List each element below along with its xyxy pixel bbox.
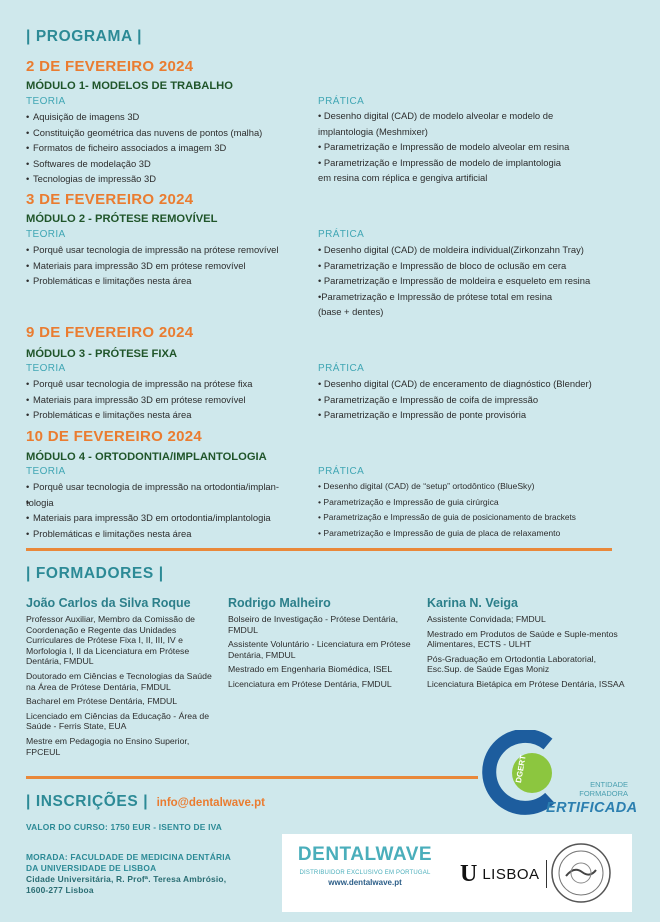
ulisboa-logo xyxy=(460,860,547,888)
module-4-pratica-list xyxy=(318,479,648,541)
module-1-teoria-list xyxy=(26,109,306,187)
dgert-label: DGERT xyxy=(514,754,528,784)
logo-divider xyxy=(546,860,547,888)
trainer-1-line: Mestre em Pedagogia no Ensino Superior, FPCEUL xyxy=(26,735,190,757)
module-3-pratica-label: PRÁTICA xyxy=(318,363,365,374)
trainer-1-line: Bacharel em Prótese Dentária, FMDUL xyxy=(26,696,178,707)
list-item: • Parametrização e Impressão de bloco de oclusão em cera xyxy=(318,259,567,271)
list-item: • Desenho digital (CAD) de enceramento de diagnóstico (Blender) xyxy=(318,378,592,389)
inscricoes-title: | INSCRIÇÕES | xyxy=(26,793,149,810)
list-item: • Constituição geométrica das nuvens de pontos (malha) xyxy=(26,125,306,141)
list-item: • Problemáticas e limitações nesta área xyxy=(26,273,311,289)
module-1-title: MÓDULO 1- MODELOS DE TRABALHO xyxy=(26,80,233,92)
dentalwave-brand: DENTALWAVE xyxy=(297,844,433,865)
module-4-date: 10 DE FEVEREIRO 2024 xyxy=(26,428,203,445)
trainer-2-name: Rodrigo Malheiro xyxy=(228,596,331,610)
list-item: • Porquê usar tecnologia de impressão na ortodontia/implan- xyxy=(26,479,311,495)
list-item: • Parametrização e Impressão de ponte provisória xyxy=(318,409,527,421)
dgert-certificada: ERTIFICADA xyxy=(546,800,638,816)
trainer-3-line: Pós-Graduação em Ortodontia Laboratorial, Esc.Sup. de Saúde Egas Moniz xyxy=(427,653,597,675)
module-2-date: 3 DE FEVEREIRO 2024 xyxy=(26,191,194,208)
trainer-3-name: Karina N. Veiga xyxy=(427,596,519,610)
trainer-1-name: João Carlos da Silva Roque xyxy=(26,596,191,610)
fmdul-seal-icon xyxy=(550,842,612,904)
trainer-2-line: Licenciatura em Prótese Dentária, FMDUL xyxy=(228,678,392,689)
trainer-2-line: Assistente Voluntário - Licenciatura em Prótese Dentária, FMDUL xyxy=(228,639,411,660)
list-item: em resina com réplica e gengiva artificial xyxy=(318,172,488,184)
list-item: • Parametrização e Impressão de modelo de implantologia xyxy=(318,156,561,168)
dgert-line-2: FORMADORA xyxy=(579,789,628,798)
module-4-pratica-label: PRÁTICA xyxy=(318,466,365,477)
trainer-3 xyxy=(427,596,627,694)
module-4-title: MÓDULO 4 - ORTODONTIA/IMPLANTOLOGIA xyxy=(26,451,267,463)
module-4-teoria-label: TEORIA xyxy=(26,466,66,477)
list-item: implantologia (Meshmixer) xyxy=(318,125,428,137)
module-1-teoria-label: TEORIA xyxy=(26,96,66,107)
contact-email-link[interactable]: info@dentalwave.pt xyxy=(156,797,265,809)
module-1-date: 2 DE FEVEREIRO 2024 xyxy=(26,58,194,75)
list-item: • Problemáticas e limitações nesta área xyxy=(26,407,311,423)
trainer-1-line: Doutorado em Ciências e Tecnologias da Saúde na Área de Prótese Dentária, FMDUL xyxy=(26,670,212,692)
module-2-pratica-label: PRÁTICA xyxy=(318,229,365,240)
trainer-1-line: Professor Auxiliar, Membro da Comissão de Coordenação e Regente das Unidades Curriculares de Prótese Fixa I, II, III, IV e Morfologia I, II da Licenciatura em Prótese Dentária, FMDUL xyxy=(26,614,195,667)
ulisboa-u: U xyxy=(460,860,478,887)
module-2-teoria-label: TEORIA xyxy=(26,229,66,240)
list-item: • Formatos de ficheiro associados a imagem 3D xyxy=(26,140,306,156)
section-divider xyxy=(26,548,612,551)
section-divider xyxy=(26,776,478,779)
list-item: • Parametrização e Impressão de coifa de impressão xyxy=(318,393,539,405)
module-3-teoria-label: TEORIA xyxy=(26,363,66,374)
dgert-line-1: ENTIDADE xyxy=(590,780,628,789)
address-line-4: 1600-277 Lisboa xyxy=(26,885,94,895)
module-1-pratica-list xyxy=(318,108,638,186)
address-line-3: Cidade Universitária, R. Profª. Teresa Ambrósio, xyxy=(26,874,227,884)
address-line-1: MORADA: FACULDADE DE MEDICINA DENTÁRIA xyxy=(26,852,232,862)
list-item: • Parametrização e Impressão de modelo alveolar em resina xyxy=(318,141,570,153)
trainer-1-line: Licenciado em Ciências da Educação - Área de Saúde - Ferris State, EUA xyxy=(26,710,210,732)
list-item: • tologia xyxy=(26,495,311,511)
list-item: • Parametrização e Impressão de guia de placa de relaxamento xyxy=(318,527,561,538)
module-2-pratica-list xyxy=(318,242,638,320)
module-3-date: 9 DE FEVEREIRO 2024 xyxy=(26,324,194,341)
programa-title: | PROGRAMA | xyxy=(26,28,143,45)
list-item: •Parametrização e Impressão de prótese total em resina xyxy=(318,290,553,302)
dgert-certification-badge xyxy=(482,730,638,820)
dgert-text xyxy=(579,780,628,798)
trainer-3-line: Mestrado em Produtos de Saúde e Suple-mentos Alimentares, ECTS - ULHT xyxy=(427,628,618,650)
module-1-pratica-label: PRÁTICA xyxy=(318,96,365,107)
list-item: • Materiais para impressão 3D em prótese removível xyxy=(26,258,311,274)
module-3-title: MÓDULO 3 - PRÓTESE FIXA xyxy=(26,348,178,360)
module-3-pratica-list xyxy=(318,376,638,423)
list-item: • Tecnologias de impressão 3D xyxy=(26,171,306,187)
address-block xyxy=(26,852,231,896)
dentalwave-url[interactable]: www.dentalwave.pt xyxy=(328,878,402,887)
trainer-3-line: Assistente Convidada; FMDUL xyxy=(427,614,546,624)
module-2-teoria-list xyxy=(26,242,311,289)
list-item: • Parametrização e Impressão de guia de posicionamento de brackets xyxy=(318,512,576,523)
list-item: • Porquê usar tecnologia de impressão na prótese fixa xyxy=(26,376,311,392)
list-item: • Desenho digital (CAD) de modelo alveolar e modelo de xyxy=(318,110,554,121)
list-item: • Desenho digital (CAD) de “setup” ortodôntico (BlueSky) xyxy=(318,481,535,491)
address-line-2: DA UNIVERSIDADE DE LISBOA xyxy=(26,863,157,873)
ulisboa-word: LISBOA xyxy=(482,865,540,883)
trainer-2 xyxy=(228,596,420,694)
course-price: VALOR DO CURSO: 1750 EUR - ISENTO DE IVA xyxy=(26,822,223,832)
trainer-2-line: Mestrado em Engenharia Biomédica, ISEL xyxy=(228,664,393,675)
list-item: • Parametrização e Impressão de moldeira e esqueleto em resina xyxy=(318,275,591,287)
list-item: • Desenho digital (CAD) de moldeira individual(Zirkonzahn Tray) xyxy=(318,244,584,255)
formadores-title: | FORMADORES | xyxy=(26,565,164,582)
list-item: • Materiais para impressão 3D em ortodontia/implantologia xyxy=(26,510,311,526)
list-item: (base + dentes) xyxy=(318,306,384,318)
trainer-2-line: Bolseiro de Investigação - Prótese Dentária, FMDUL xyxy=(228,614,398,635)
module-3-teoria-list xyxy=(26,376,311,423)
module-4-teoria-list xyxy=(26,479,311,541)
list-item: • Materiais para impressão 3D em prótese removível xyxy=(26,392,311,408)
list-item: • Softwares de modelação 3D xyxy=(26,156,306,172)
list-item: • Problemáticas e limitações nesta área xyxy=(26,526,311,542)
trainer-3-line: Licenciatura Bietápica em Prótese Dentária, ISSAA xyxy=(427,678,625,689)
list-item: • Aquisição de imagens 3D xyxy=(26,109,306,125)
dentalwave-tagline: DISTRIBUIDOR EXCLUSIVO EM PORTUGAL xyxy=(299,870,431,876)
list-item: • Porquê usar tecnologia de impressão na prótese removível xyxy=(26,242,311,258)
dentalwave-logo xyxy=(290,844,440,887)
sponsor-logos-panel xyxy=(282,834,632,912)
inscricoes-header xyxy=(26,793,265,811)
trainer-1 xyxy=(26,596,222,761)
list-item: • Parametrização e Impressão de guia cirúrgica xyxy=(318,496,499,507)
module-2-title: MÓDULO 2 - PRÓTESE REMOVÍVEL xyxy=(26,213,218,225)
